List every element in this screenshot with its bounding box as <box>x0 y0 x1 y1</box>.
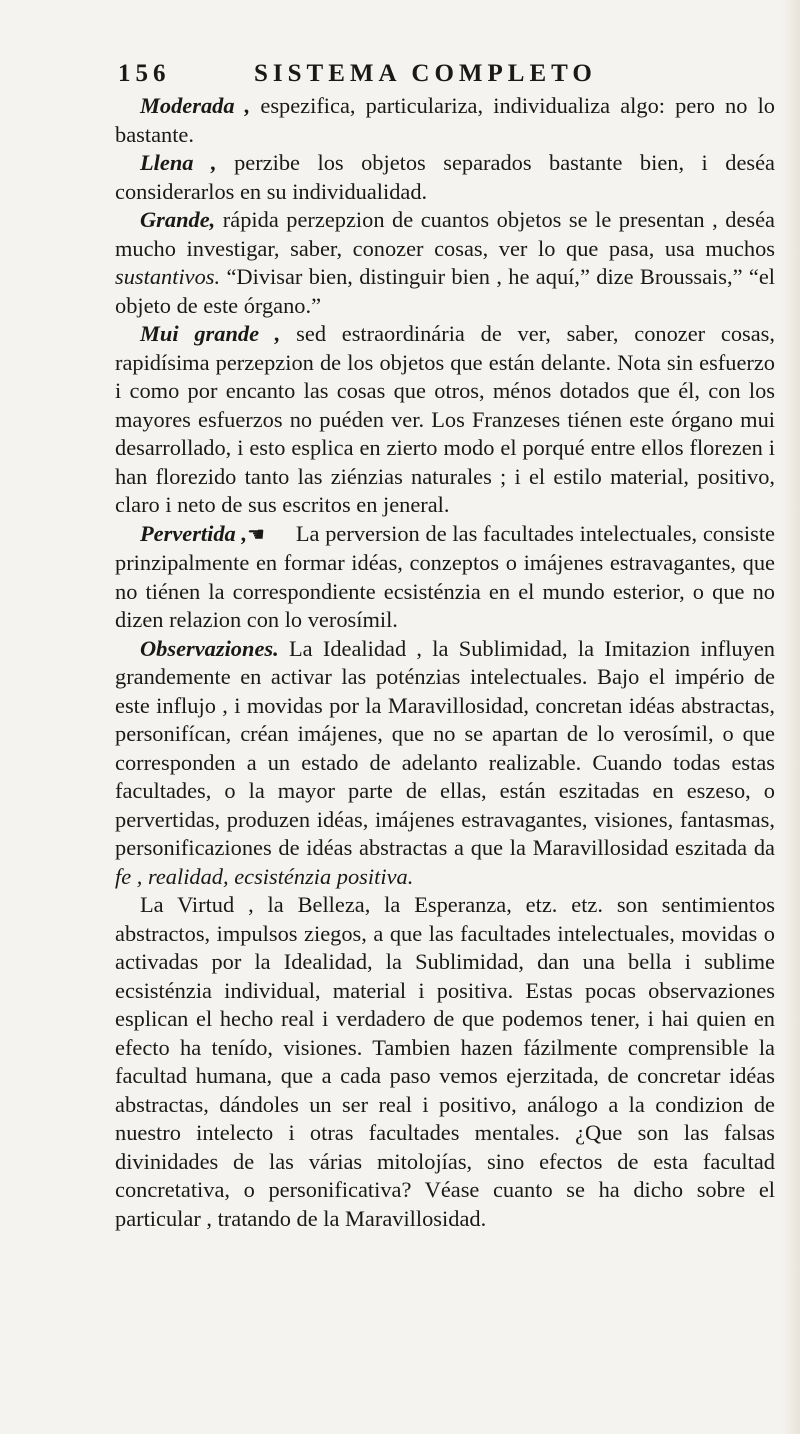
term-label: Pervertida , <box>140 520 248 546</box>
paragraph-text: perzibe los objetos separados bastante bien, i deséa considerarlos en su individualidad. <box>115 150 775 204</box>
paragraph-text: La perversion de las facultades intelectuales, consiste prinzipalmente en formar idéas, conzeptos o imájenes estravagantes, que no tiénen la correspondiente ecsisténzia en el mundo esterior, o que no dizen relazion con lo verosímil. <box>115 520 775 632</box>
page-number: 156 <box>118 60 171 87</box>
pointing-hand-icon: ☛ <box>247 523 266 546</box>
paragraph-text: rápida perzepzion de cuantos objetos se le presentan , deséa mucho investigar, saber, conozer cosas, ver lo que pasa, usa muchos <box>115 207 775 261</box>
paragraph-grande <box>115 206 775 320</box>
scan-edge-shadow <box>782 0 800 1434</box>
term-label: Observaziones. <box>140 635 279 661</box>
running-title: SISTEMA COMPLETO <box>254 60 597 87</box>
paragraph-moderada <box>115 92 775 149</box>
body-text <box>115 92 775 1233</box>
paragraph-text: espezifica, particulariza, individualiza algo: pero no lo bastante. <box>115 93 775 147</box>
term-label: Llena , <box>140 150 217 175</box>
page-header <box>118 60 678 94</box>
paragraph-text: sed estraordinária de ver, saber, conozer cosas, rapidísima perzepzion de los objetos que están delante. Nota sin esfuerzo i como por encanto las cosas que otros, ménos dotados que él, con los mayores esfuerzos no puéden ver. Los Franzeses tiénen este órgano mui desarrollado, i esto esplica en zierto modo el porqué entre ellos florezen i han florezido tanto las ziénzias naturales ; i el estilo material, positivo, claro i neto de sus escritos en jeneral. <box>115 321 775 517</box>
term-label: Mui grande , <box>140 321 281 346</box>
italic-text: sustantivos. <box>115 264 221 289</box>
paragraph-text-continued: “Divisar bien, distinguir bien , he aquí,” dize Broussais,” “el objeto de este órgano.” <box>115 264 775 318</box>
paragraph-text: La Virtud , la Belleza, la Esperanza, etz. etz. son sentimientos abstractos, impulsos ziegos, a que las facultades intelectuales, movidas o activadas por la Idealidad, la Sublimidad, dan una bella i sublime ecsisténzia individual, material i positiva. Estas pocas observaziones esplican el hecho real i verdadero de que podemos tener, i hai quien en efecto ha tenído, visiones. Tambien hazen fázilmente comprensible la facultad humana, que a cada paso vemos ejerzitada, de concretar idéas abstractas, dándoles un ser real i positivo, análogo a la condizion de nuestro intelecto i otras facultades mentales. ¿Que son las falsas divinidades de las várias mitolojías, sino efectos de esta facultad concretativa, o personificativa? Véase cuanto se ha dicho sobre el particular , tratando de la Maravillosidad. <box>115 892 775 1231</box>
paragraph-text: La Idealidad , la Sublimidad, la Imitazion influyen grandemente en activar las poténzias intelectuales. Bajo el império de este influjo , i movidas por la Maravillosidad, concretan idéas abstractas, personifícan, créan imájenes, que no se apartan de lo verosímil, o que corresponden a un estado de adelanto realizable. Cuando todas estas facultades, o la mayor parte de ellas, están eszitadas en eszeso, o pervertidas, produzen idéas, imájenes estravagantes, visiones, fantasmas, personificaziones de idéas abstractas a que la Maravillosidad eszitada da <box>115 635 775 860</box>
paragraph-virtud <box>115 891 775 1233</box>
paragraph-mui-grande <box>115 320 775 520</box>
paragraph-pervertida <box>115 520 775 635</box>
italic-text: fe , realidad, ecsisténzia positiva. <box>115 863 414 889</box>
term-label: Grande, <box>140 207 216 232</box>
paragraph-llena <box>115 149 775 206</box>
paragraph-observaziones <box>115 635 775 892</box>
term-label: Moderada , <box>140 93 251 118</box>
